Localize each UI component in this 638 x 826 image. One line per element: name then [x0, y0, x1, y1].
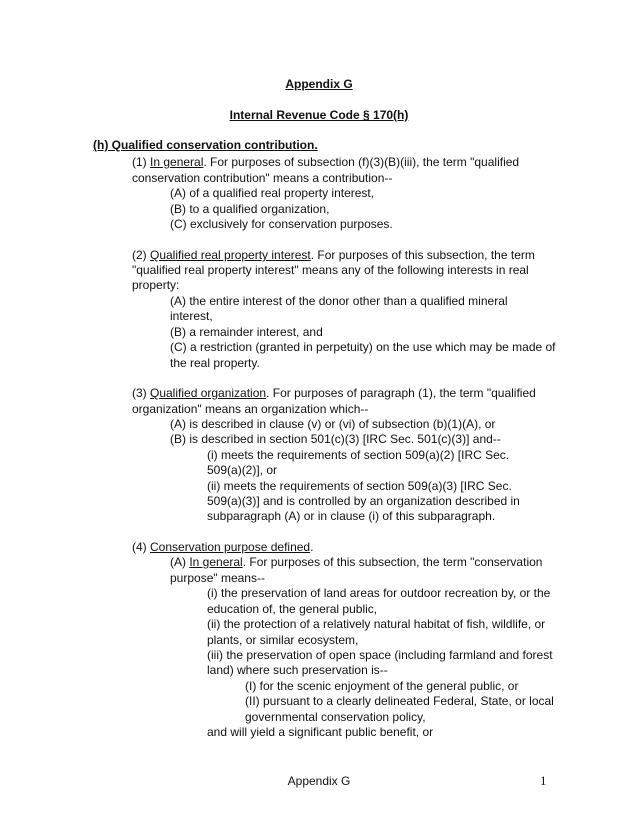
para-2-line-1: [132, 247, 535, 263]
para-1-number: (1): [132, 155, 150, 169]
para-4-a-line-1: [170, 554, 542, 570]
para-3-number: (3): [132, 386, 150, 400]
para-2-line-2: "qualified real property interest" means any of the following interests in real: [132, 263, 529, 277]
para-4-clause-ii-line-2: plants, or similar ecosystem,: [207, 633, 359, 647]
para-4-clause-iii-line-1: (iii) the preservation of open space (including farmland and forest: [207, 648, 553, 662]
para-3-clause-i-line-2: 509(a)(2)], or: [207, 463, 278, 477]
para-4-tail: and will yield a significant public benefit, or: [207, 725, 434, 739]
para-2-line-3: property:: [132, 278, 180, 292]
para-3-line-2: organization" means an organization which--: [132, 402, 369, 416]
para-2-number: (2): [132, 248, 150, 262]
para-1-term: In general: [150, 155, 204, 169]
para-4-period: .: [310, 540, 314, 554]
section-h-heading: (h) Qualified conservation contribution.: [93, 138, 318, 152]
para-4-a-line-2: purpose" means--: [170, 571, 265, 585]
para-4-subclause-II-line-1: (II) pursuant to a clearly delineated Federal, State, or local: [245, 694, 554, 708]
para-3-line-1: [132, 385, 536, 401]
footer-label: Appendix G: [287, 774, 351, 788]
para-3-item-a: (A) is described in clause (v) or (vi) of subsection (b)(1)(A), or: [170, 417, 496, 431]
para-4-a-text: . For purposes of this subsection, the term "conservation: [242, 555, 543, 569]
para-4-clause-ii-line-1: (ii) the protection of a relatively natural habitat of fish, wildlife, or: [207, 617, 546, 631]
para-3-item-b: (B) is described in section 501(c)(3) [IRC Sec. 501(c)(3)] and--: [170, 432, 501, 446]
para-4-a-term: In general: [189, 555, 243, 569]
para-3-term: Qualified organization: [150, 386, 267, 400]
para-2-item-b: (B) a remainder interest, and: [170, 325, 323, 339]
para-3-clause-ii-line-3: subparagraph (A) or in clause (i) of this subparagraph.: [207, 509, 496, 523]
para-4-a-number: (A): [170, 555, 190, 569]
para-1-item-c: (C) exclusively for conservation purposes.: [170, 217, 393, 231]
para-4-term: Conservation purpose defined: [150, 540, 311, 554]
para-1-line-1: [132, 154, 519, 170]
para-1-text: . For purposes of subsection (f)(3)(B)(iii), the term "qualified: [203, 155, 520, 169]
para-3-clause-i-line-1: (i) meets the requirements of section 509(a)(2) [IRC Sec.: [207, 448, 510, 462]
para-4-clause-iii-line-2: land) where such preservation is--: [207, 663, 388, 677]
para-3-text: . For purposes of paragraph (1), the term "qualified: [266, 386, 536, 400]
para-4-number: (4): [132, 540, 150, 554]
para-3-clause-ii-line-1: (ii) meets the requirements of section 509(a)(3) [IRC Sec.: [207, 479, 512, 493]
page-number: 1: [540, 773, 547, 788]
para-2-item-a-line-1: (A) the entire interest of the donor other than a qualified mineral: [170, 294, 508, 308]
para-1-line-2: conservation contribution" means a contribution--: [132, 171, 393, 185]
para-2-text: . For purposes of this subsection, the term: [310, 248, 535, 262]
para-4-line-1: [132, 539, 313, 555]
para-1-item-a: (A) of a qualified real property interest,: [170, 186, 375, 200]
para-1-item-b: (B) to a qualified organization,: [170, 202, 330, 216]
para-4-clause-i-line-1: (i) the preservation of land areas for outdoor recreation by, or the: [207, 586, 551, 600]
para-4-clause-i-line-2: education of, the general public,: [207, 602, 378, 616]
para-2-item-a-line-2: interest,: [170, 309, 213, 323]
para-2-item-c-line-1: (C) a restriction (granted in perpetuity) on the use which may be made of: [170, 340, 556, 354]
para-4-subclause-I: (I) for the scenic enjoyment of the general public, or: [245, 679, 519, 693]
page-subtitle: Internal Revenue Code § 170(h): [229, 108, 409, 122]
para-2-term: Qualified real property interest: [150, 248, 311, 262]
page-title: Appendix G: [285, 77, 353, 91]
para-3-clause-ii-line-2: 509(a)(3)] and is controlled by an organization described in: [207, 494, 520, 508]
para-4-subclause-II-line-2: governmental conservation policy,: [245, 710, 426, 724]
para-2-item-c-line-2: the real property.: [170, 356, 260, 370]
